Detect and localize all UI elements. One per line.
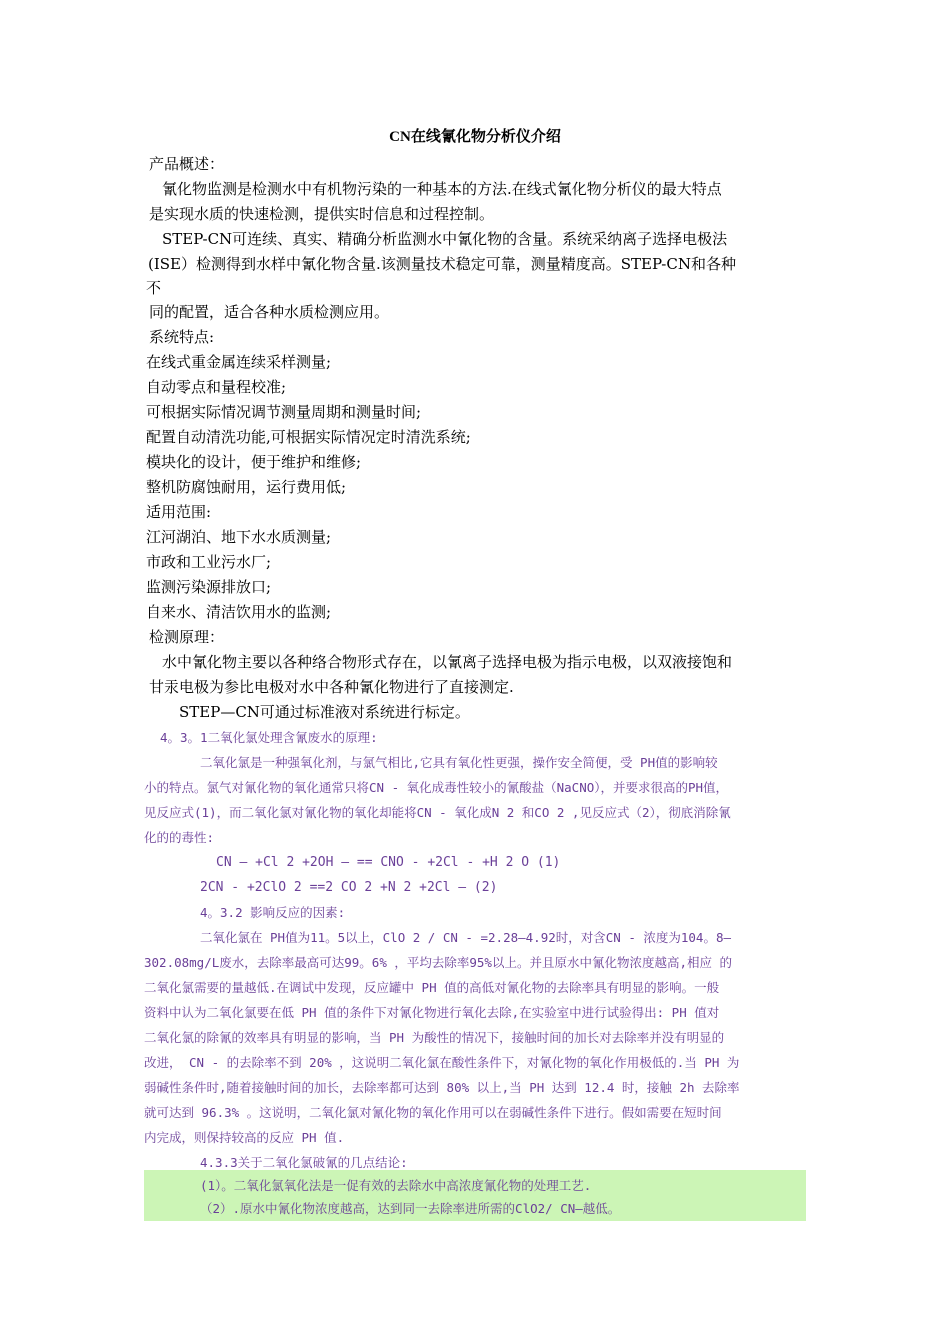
list-item: 自动零点和量程校准;: [146, 378, 287, 396]
section-heading: 适用范围:: [146, 503, 212, 521]
conclusion-item: （2）.原水中氰化物浓度越高，达到同一去除率进所需的ClO2/ CN—越低。: [200, 1201, 621, 1216]
paragraph-line: 不: [146, 279, 162, 297]
list-item: 江河湖泊、地下水水质测量;: [146, 528, 332, 546]
paragraph-line: 水中氰化物主要以各种络合物形式存在，以氰离子选择电极为指示电极，以双液接饱和: [162, 653, 733, 671]
paragraph-line: 改进， CN - 的去除率不到 20% ，这说明二氧化氯在酸性条件下，对氰化物的氧化作用极低的.当 PH 为: [144, 1055, 740, 1070]
paragraph-line: 见反应式(1)，而二氧化氯对氰化物的氧化却能将CN - 氧化成N 2 和CO 2 ,见反应式（2），彻底消除氰: [144, 805, 731, 820]
list-item: 配置自动清洗功能,可根据实际情况定时清洗系统;: [146, 428, 471, 446]
reaction-equation-2: 2CN - +2ClO 2 ==2 CO 2 +N 2 +2Cl — (2): [200, 880, 498, 895]
paragraph-line: 氰化物监测是检测水中有机物污染的一种基本的方法.在线式氰化物分析仪的最大特点: [162, 180, 722, 198]
paragraph-line: 就可达到 96.3% 。这说明，二氧化氯对氰化物的氧化作用可以在弱碱性条件下进行。假如需要在短时间: [144, 1105, 722, 1120]
list-item: 市政和工业污水厂;: [146, 553, 272, 571]
page-title: CN在线氰化物分析仪介绍: [389, 129, 561, 145]
paragraph-line: 弱碱性条件时,随着接触时间的加长，去除率都可达到 80% 以上,当 PH 达到 12.4 时，接触 2h 去除率: [144, 1080, 740, 1095]
list-item: 模块化的设计，便于维护和维修;: [146, 453, 362, 471]
paragraph-line: 化的的毒性:: [144, 830, 215, 845]
list-item: 整机防腐蚀耐用，运行费用低;: [146, 478, 347, 496]
paragraph-line: STEP—CN可通过标准液对系统进行标定。: [179, 703, 470, 721]
paragraph-line: 小的特点。氯气对氰化物的氧化通常只将CN - 氧化成毒性较小的氰酸盐（NaCNO），并要求很高的PH值，: [144, 780, 729, 795]
subsection-heading: 4.3.3关于二氧化氯破氰的几点结论:: [200, 1155, 408, 1170]
paragraph-line: 甘汞电极为参比电极对水中各种氰化物进行了直接测定.: [149, 678, 514, 696]
section-heading: 检测原理：: [149, 628, 225, 646]
subsection-heading: 4。3。1二氧化氯处理含氰废水的原理:: [160, 730, 378, 745]
paragraph-line: 内完成，则保持较高的反应 PH 值.: [144, 1130, 345, 1145]
paragraph-line: 是实现水质的快速检测，提供实时信息和过程控制。: [149, 205, 495, 223]
paragraph-line: 二氧化氯需要的量越低.在调试中发现，反应罐中 PH 值的高低对氰化物的去除率具有明显的影响。一般: [144, 980, 720, 995]
section-heading: 系统特点:: [149, 328, 215, 346]
paragraph-line: 302.08mg/L废水，去除率最高可达99。6% ，平均去除率95%以上。并且原水中氰化物浓度越高,相应 的: [144, 955, 733, 970]
paragraph-line: STEP-CN可连续、真实、精确分析监测水中氰化物的含量。系统采纳离子选择电极法: [162, 230, 728, 248]
list-item: 监测污染源排放口;: [146, 578, 272, 596]
paragraph-line: (ISE）检测得到水样中氰化物含量.该测量技术稳定可靠，测量精度高。STEP-CN和各种: [148, 255, 736, 273]
paragraph-line: 资料中认为二氧化氯要在低 PH 值的条件下对氰化物进行氧化去除,在实验室中进行试验得出: PH 值对: [144, 1005, 720, 1020]
list-item: 自来水、清洁饮用水的监测;: [146, 603, 332, 621]
paragraph-line: 同的配置，适合各种水质检测应用。: [149, 303, 390, 321]
paragraph-line: 二氧化氯的除氰的效率具有明显的影响，当 PH 为酸性的情况下，接触时间的加长对去除率并没有明显的: [144, 1030, 725, 1045]
paragraph-line: 二氧化氯在 PH值为11。5以上，ClO 2 / CN - =2.28—4.92时，对含CN - 浓度为104。8—: [200, 930, 732, 945]
list-item: 可根据实际情况调节测量周期和测量时间;: [146, 403, 422, 421]
subsection-heading: 4。3.2 影响反应的因素:: [200, 905, 346, 920]
conclusion-item: (1）。二氧化氯氧化法是一促有效的去除水中高浓度氰化物的处理工艺.: [200, 1178, 592, 1193]
paragraph-line: 二氧化氯是一种强氧化剂，与氯气相比,它具有氧化性更强，操作安全简便，受 PH值的影响较: [200, 755, 718, 770]
section-heading: 产品概述：: [149, 155, 225, 173]
list-item: 在线式重金属连续采样测量;: [146, 353, 332, 371]
reaction-equation-1: CN — +Cl 2 +2OH — == CNO - +2Cl - +H 2 O (1): [216, 855, 561, 870]
